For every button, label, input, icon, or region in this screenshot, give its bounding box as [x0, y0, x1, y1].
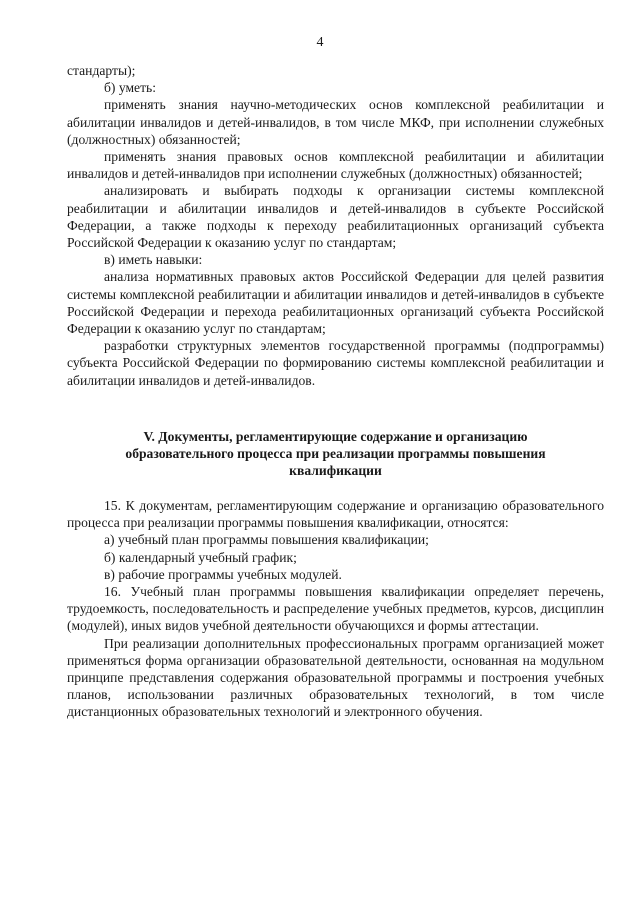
section-c-item: разработки структурных элементов государственной программы (подпрограммы) субъекта Российской Федерации по формированию системы комплексной реабилитации и абилитации инвалидов и детей-инвалидов.	[67, 338, 604, 388]
section-b-item: применять знания научно-методических основ комплексной реабилитации и абилитации инвалидов и детей-инвалидов, в том числе МКФ, при исполнении служебных (должностных) обязанностей;	[67, 97, 604, 147]
section-v	[67, 428, 604, 480]
paragraph-16: 16. Учебный план программы повышения квалификации определяет перечень, трудоемкость, последовательность и распределение учебных предметов, курсов, дисциплин (модулей), иных видов учебной деятельности обучающихся и формы аттестации.	[67, 584, 604, 634]
paragraph-15: 15. К документам, регламентирующим содержание и организацию образовательного процесса при реализации программы повышения квалификации, относятся:	[67, 498, 604, 531]
section-documents	[67, 497, 604, 721]
list-item: в) рабочие программы учебных модулей.	[104, 566, 342, 582]
section-heading: V. Документы, регламентирующие содержание и организацию образовательного процесса при реализации программы повышения квалификации	[125, 429, 546, 479]
section-b-label: б) уметь:	[104, 80, 157, 96]
page-number: 4	[316, 35, 324, 50]
section-b-item: применять знания правовых основ комплексной реабилитации и абилитации инвалидов и детей-инвалидов при исполнении служебных (должностных) обязанностей;	[67, 149, 604, 182]
list-item: б) календарный учебный график;	[104, 549, 297, 565]
section-b-item: анализировать и выбирать подходы к организации системы комплексной реабилитации и абилитации инвалидов и детей-инвалидов в субъекте Российской Федерации, а также подходы к переходу реабилитационных организаций субъекта Российской Федерации к оказанию услуг по стандартам;	[67, 183, 604, 251]
section-skills	[67, 62, 604, 389]
list-item: а) учебный план программы повышения квалификации;	[104, 532, 429, 548]
section-a-tail: стандарты);	[67, 63, 136, 78]
section-c-label: в) иметь навыки:	[104, 252, 203, 268]
section-c-item: анализа нормативных правовых актов Российской Федерации для целей развития системы комплексной реабилитации и абилитации инвалидов и детей-инвалидов в субъекте Российской Федерации и перехода реабилитационных организаций субъекта Российской Федерации к оказанию услуг по стандартам;	[67, 269, 604, 337]
paragraph-modular: При реализации дополнительных профессиональных программ организацией может применяться форма организации образовательной деятельности, основанная на модульном принципе представления содержания образовательной программы и построения учебных планов, использовании различных образовательных технологий, в том числе дистанционных образовательных технологий и электронного обучения.	[67, 635, 604, 720]
